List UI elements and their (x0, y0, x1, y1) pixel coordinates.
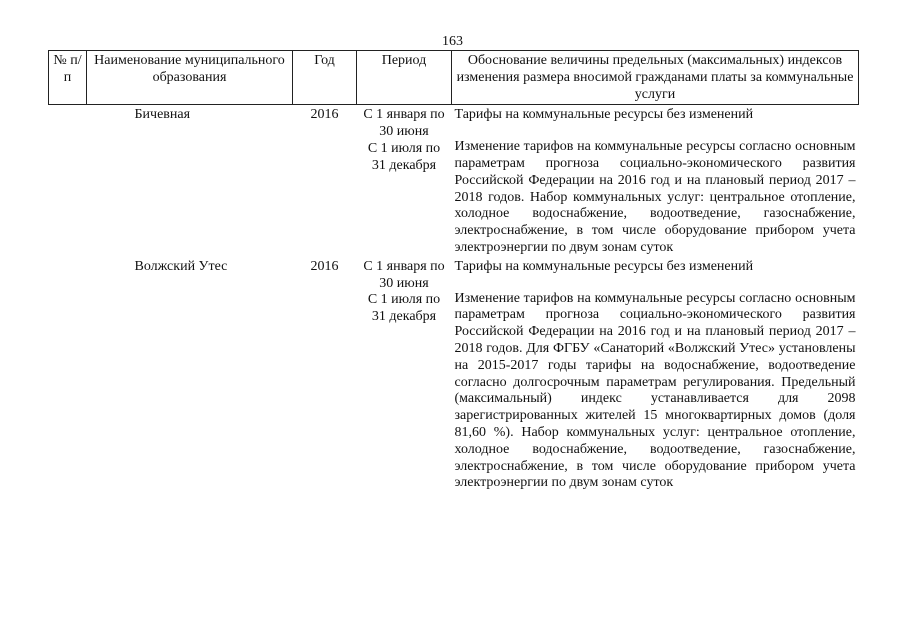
period-cell (357, 107, 452, 256)
municipality-name: Волжский Утес (134, 258, 228, 274)
period-cell (357, 259, 452, 492)
table-header (49, 51, 859, 105)
period-second-half: С 1 июля по 31 декабря (367, 292, 441, 325)
header-num: № п/п (49, 51, 87, 105)
header-justification: Обоснование величины предельных (максимальных) индексов изменения размера вносимой гражданами платы за коммунальные услуги (452, 51, 859, 105)
tariff-table (48, 50, 859, 492)
table-row (49, 259, 859, 492)
header-year: Год (293, 51, 357, 105)
municipality-name: Бичевная (134, 107, 191, 123)
page-number: 163 (442, 34, 463, 49)
year-cell: 2016 (310, 107, 339, 123)
table-row (49, 107, 859, 256)
justification-first-half: Тарифы на коммунальные ресурсы без изменений (454, 258, 754, 274)
header-name: Наименование муниципального образования (87, 51, 293, 105)
year-cell: 2016 (310, 258, 339, 274)
justification-cell (452, 107, 859, 256)
justification-first-half: Тарифы на коммунальные ресурсы без изменений (454, 107, 754, 123)
justification-second-half: Изменение тарифов на коммунальные ресурсы согласно основным параметрам прогноза социально-экономического развития Российской Федерации на 2016 год и на плановый период 2017 – 2018 годов. Для ФГБУ «Санаторий «Волжский Утес» установлены на 2015-2017 годы тарифы на водоснабжение, водоотведение согласно долгосрочным параметрам регулирования. Предельный (максимальный) индекс устанавливается для 2098 зарегистрированных жителей 15 многоквартирных домов (доля 81,60 %). Набор коммунальных услуг: центральное отопление, холодное водоснабжение, водоотведение, газоснабжение, электроснабжение, в том числе оборудование прибором учета электроэнергии по двум зонам суток (454, 290, 856, 491)
period-first-half: С 1 января по 30 июня (363, 258, 445, 291)
header-period: Период (357, 51, 452, 105)
justification-cell (452, 259, 859, 492)
period-second-half: С 1 июля по 31 декабря (367, 140, 441, 173)
justification-second-half: Изменение тарифов на коммунальные ресурсы согласно основным параметрам прогноза социально-экономического развития Российской Федерации на 2016 год и на плановый период 2017 – 2018 годов. Набор коммунальных услуг: центральное отопление, холодное водоснабжение, водоотведение, газоснабжение, электроснабжение, в том числе оборудование прибором учета электроэнергии по двум зонам суток (454, 139, 856, 255)
period-first-half: С 1 января по 30 июня (363, 107, 445, 140)
